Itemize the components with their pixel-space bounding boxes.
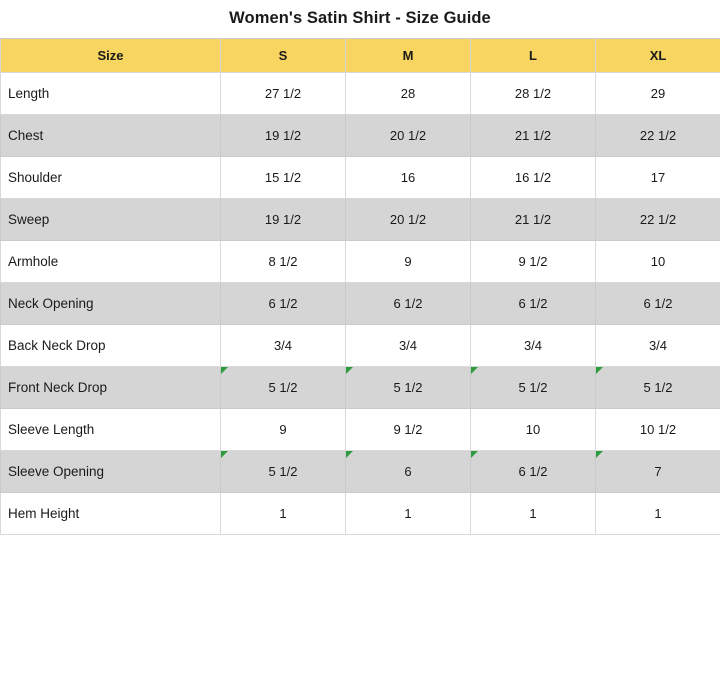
page-bottom-space [0, 535, 720, 675]
measurement-cell: 19 1/2 [221, 199, 346, 241]
measurement-cell: 6 1/2 [221, 283, 346, 325]
measurement-cell: 3/4 [221, 325, 346, 367]
table-row [1, 493, 720, 535]
row-label: Sleeve Opening [1, 451, 221, 493]
table-row [1, 199, 720, 241]
row-label: Sweep [1, 199, 221, 241]
cell-comment-marker-icon [221, 367, 228, 374]
measurement-cell: 10 1/2 [596, 409, 720, 451]
measurement-cell: 9 [221, 409, 346, 451]
cell-comment-marker-icon [596, 451, 603, 458]
measurement-cell: 19 1/2 [221, 115, 346, 157]
measurement-cell: 6 1/2 [596, 283, 720, 325]
cell-comment-marker-icon [346, 451, 353, 458]
table-row [1, 241, 720, 283]
table-row [1, 325, 720, 367]
measurement-cell: 21 1/2 [471, 115, 596, 157]
measurement-cell: 6 1/2 [471, 283, 596, 325]
row-label: Neck Opening [1, 283, 221, 325]
table-row [1, 367, 720, 409]
column-header-xl: XL [596, 39, 720, 73]
measurement-cell: 20 1/2 [346, 199, 471, 241]
measurement-cell: 27 1/2 [221, 73, 346, 115]
row-label: Armhole [1, 241, 221, 283]
table-row [1, 73, 720, 115]
size-guide-table [0, 38, 720, 535]
measurement-cell: 28 1/2 [471, 73, 596, 115]
table-row [1, 283, 720, 325]
cell-comment-marker-icon [221, 451, 228, 458]
column-header-size: Size [1, 39, 221, 73]
measurement-cell: 10 [596, 241, 720, 283]
measurement-cell: 5 1/2 [471, 367, 596, 409]
measurement-cell: 3/4 [346, 325, 471, 367]
measurement-cell: 10 [471, 409, 596, 451]
cell-comment-marker-icon [596, 367, 603, 374]
measurement-cell: 8 1/2 [221, 241, 346, 283]
row-label: Length [1, 73, 221, 115]
row-label: Back Neck Drop [1, 325, 221, 367]
column-header-m: M [346, 39, 471, 73]
cell-comment-marker-icon [346, 367, 353, 374]
measurement-cell: 1 [471, 493, 596, 535]
measurement-cell: 9 1/2 [346, 409, 471, 451]
measurement-cell: 1 [596, 493, 720, 535]
row-label: Chest [1, 115, 221, 157]
table-header-row [1, 39, 720, 73]
table-row [1, 157, 720, 199]
cell-comment-marker-icon [471, 451, 478, 458]
measurement-cell: 29 [596, 73, 720, 115]
measurement-cell: 7 [596, 451, 720, 493]
row-label: Shoulder [1, 157, 221, 199]
row-label: Hem Height [1, 493, 221, 535]
measurement-cell: 16 1/2 [471, 157, 596, 199]
table-row [1, 409, 720, 451]
measurement-cell: 22 1/2 [596, 115, 720, 157]
table-row [1, 115, 720, 157]
measurement-cell: 22 1/2 [596, 199, 720, 241]
measurement-cell: 17 [596, 157, 720, 199]
column-header-l: L [471, 39, 596, 73]
table-body [1, 73, 720, 535]
row-label: Front Neck Drop [1, 367, 221, 409]
measurement-cell: 1 [221, 493, 346, 535]
measurement-cell: 3/4 [596, 325, 720, 367]
measurement-cell: 20 1/2 [346, 115, 471, 157]
measurement-cell: 3/4 [471, 325, 596, 367]
column-header-s: S [221, 39, 346, 73]
measurement-cell: 5 1/2 [596, 367, 720, 409]
row-label: Sleeve Length [1, 409, 221, 451]
measurement-cell: 28 [346, 73, 471, 115]
measurement-cell: 6 1/2 [346, 283, 471, 325]
measurement-cell: 9 1/2 [471, 241, 596, 283]
measurement-cell: 1 [346, 493, 471, 535]
measurement-cell: 5 1/2 [346, 367, 471, 409]
measurement-cell: 6 1/2 [471, 451, 596, 493]
table-header [1, 39, 720, 73]
measurement-cell: 16 [346, 157, 471, 199]
page-title: Women's Satin Shirt - Size Guide [0, 0, 720, 38]
measurement-cell: 6 [346, 451, 471, 493]
measurement-cell: 15 1/2 [221, 157, 346, 199]
measurement-cell: 21 1/2 [471, 199, 596, 241]
measurement-cell: 5 1/2 [221, 367, 346, 409]
measurement-cell: 9 [346, 241, 471, 283]
table-row [1, 451, 720, 493]
cell-comment-marker-icon [471, 367, 478, 374]
measurement-cell: 5 1/2 [221, 451, 346, 493]
